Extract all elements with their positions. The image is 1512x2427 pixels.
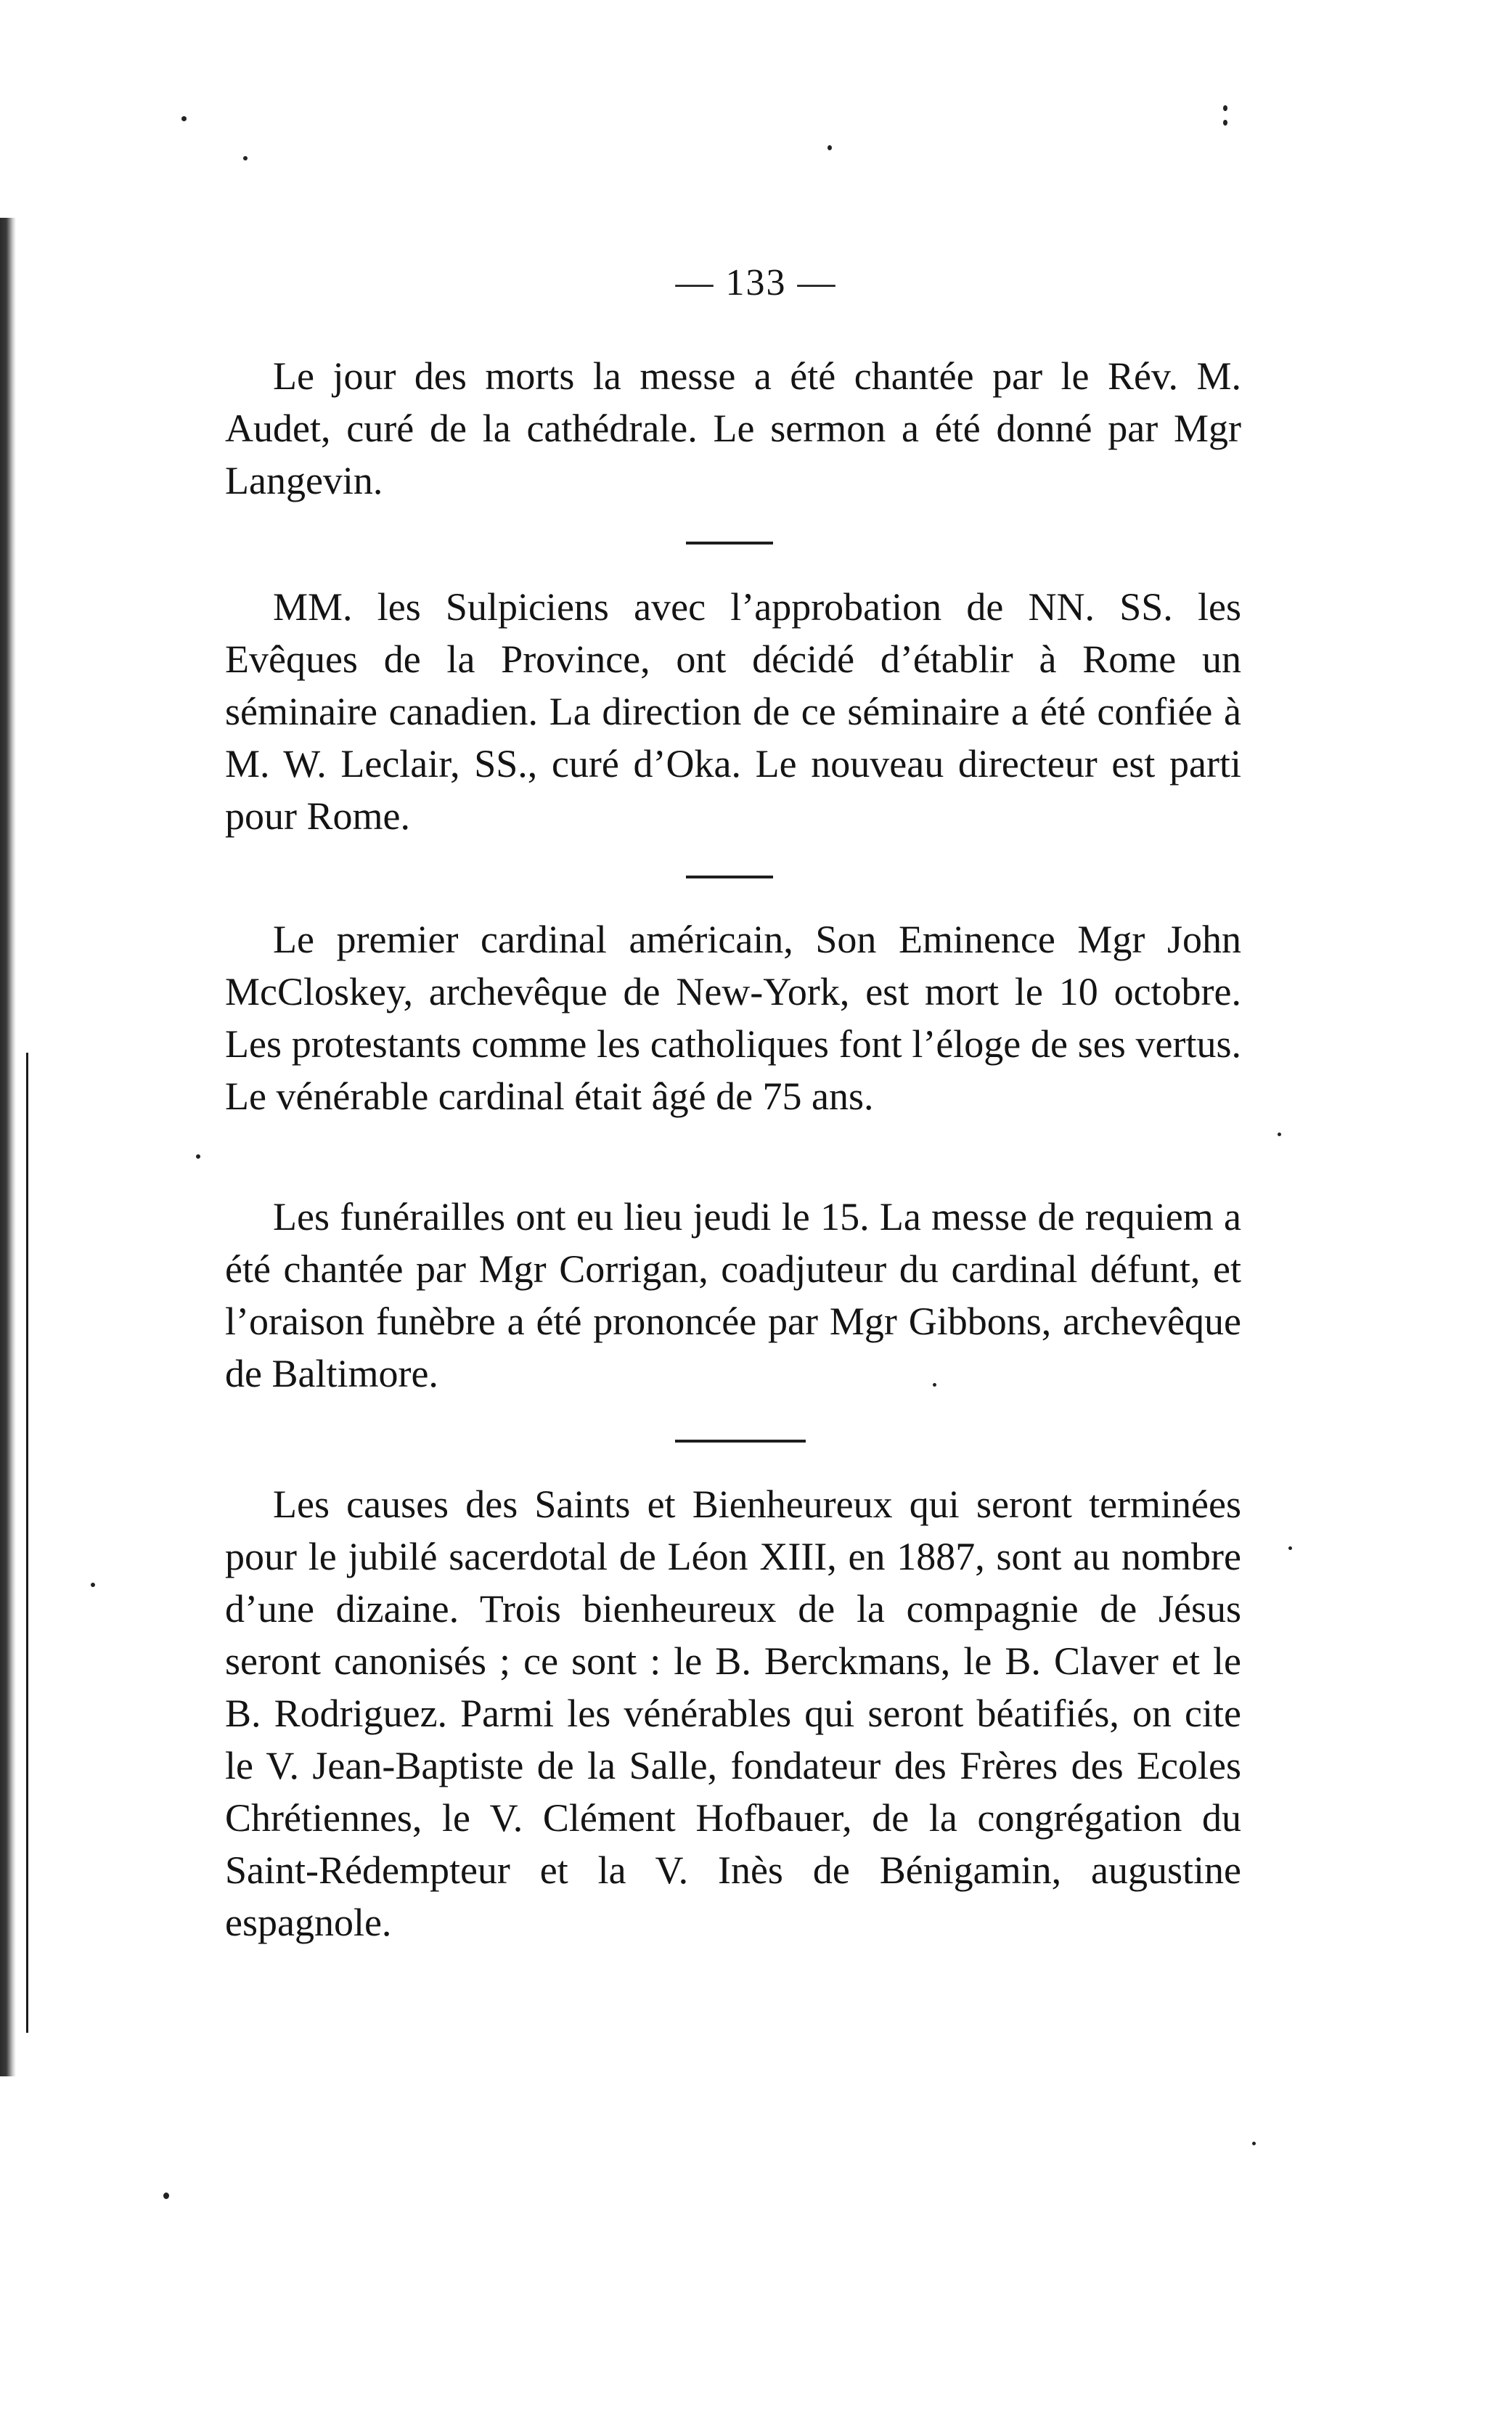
page-number: — 133 — — [675, 262, 837, 303]
scan-speck — [1223, 105, 1227, 111]
scan-speck — [1278, 1133, 1281, 1136]
paragraph-block — [225, 350, 1241, 507]
scan-speck — [1223, 120, 1227, 126]
paragraph: Le premier cardinal américain, Son Eminence Mgr John McCloskey, archevêque de New-York, est mort le 10 octobre. Les protestants comme les catholiques font l’éloge de ses vertus. Le vénérable cardinal était âgé de 75 ans. — [225, 918, 1241, 1118]
scan-speck — [243, 156, 248, 160]
binding-edge-line — [26, 1053, 28, 2033]
scan-speck — [91, 1583, 95, 1587]
paragraph: Le jour des morts la messe a été chantée par le Rév. M. Audet, curé de la cathédrale. Le sermon a été donné par Mgr Langevin. — [225, 354, 1241, 502]
paragraph: MM. les Sulpiciens avec l’approbation de NN. SS. les Evêques de la Province, ont décidé d’établir à Rome un séminaire canadien. La direction de ce séminaire a été confiée à M. W. Leclair, SS., curé d’Oka. Le nouveau directeur est parti pour Rome. — [225, 585, 1241, 838]
binding-edge-shadow — [0, 218, 16, 2076]
scan-speck — [196, 1154, 200, 1159]
scan-speck — [163, 2193, 169, 2199]
scan-speck — [181, 116, 187, 121]
paragraph: Les funérailles ont eu lieu jeudi le 15. La messe de requiem a été chantée par Mgr Corrigan, coadjuteur du cardinal défunt, et l’oraison funèbre a été prononcée par Mgr Gibbons, archevêque de Baltimore. — [225, 1195, 1241, 1395]
paragraph-block — [225, 1478, 1241, 1949]
scan-speck — [1252, 2142, 1256, 2145]
paragraph-block — [225, 1191, 1241, 1400]
paragraph-block — [225, 581, 1241, 842]
section-divider — [686, 876, 773, 878]
scan-speck — [1288, 1546, 1292, 1550]
paragraph: Les causes des Saints et Bienheureux qui seront terminées pour le jubilé sacerdotal de Léon XIII, en 1887, sont au nombre d’une dizaine. Trois bienheureux de la compagnie de Jésus seront canonisés ; ce sont : le B. Berckmans, le B. Claver et le B. Rodriguez. Parmi les vénérables qui seront béatifiés, on cite le V. Jean-Baptiste de la Salle, fondateur des Frères des Ecoles Chrétiennes, le V. Clément Hofbauer, de la congrégation du Saint-Rédempteur et la V. Inès de Bénigamin, augustine espagnole. — [225, 1482, 1241, 1944]
section-divider — [686, 542, 773, 544]
scan-speck — [827, 145, 832, 150]
section-divider — [675, 1440, 806, 1443]
paragraph-block — [225, 913, 1241, 1122]
